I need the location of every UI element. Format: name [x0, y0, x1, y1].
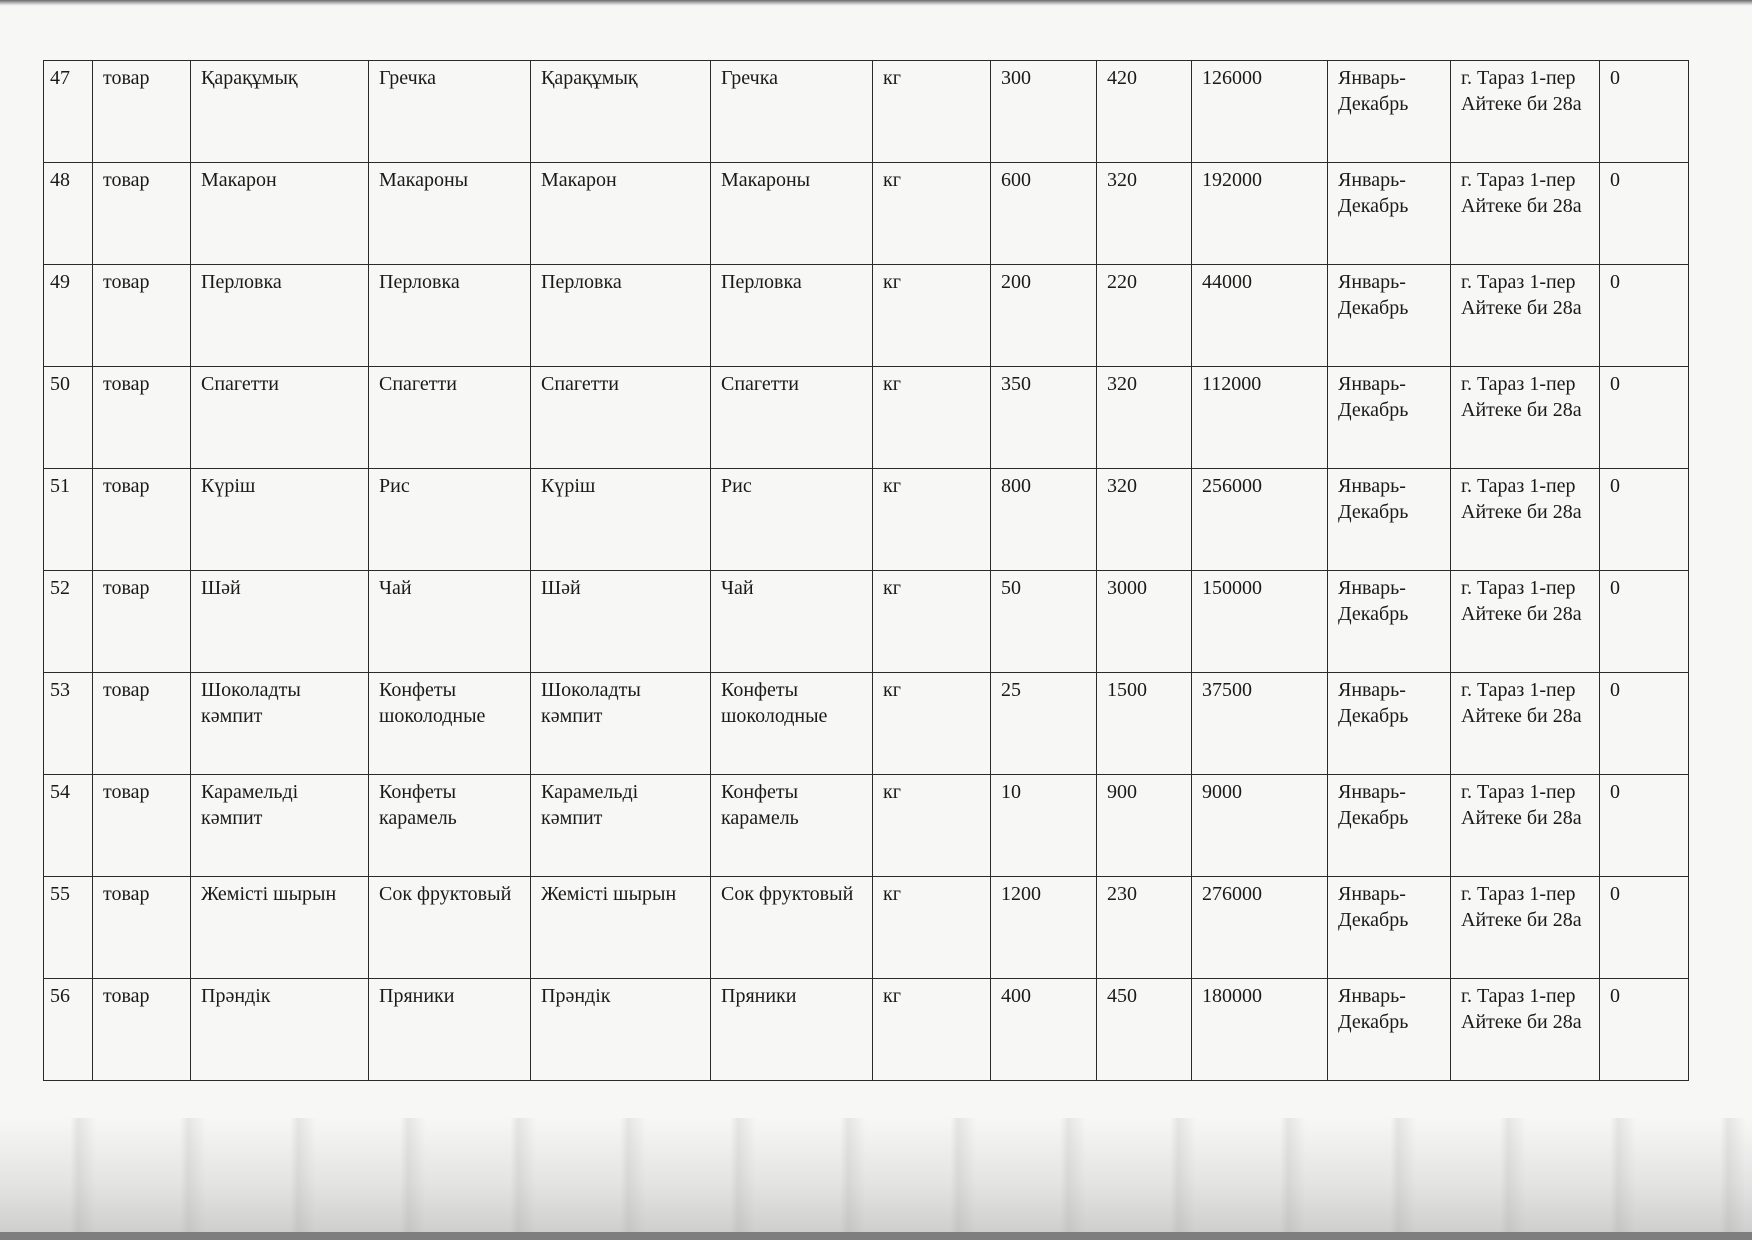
quantity: 200: [991, 265, 1097, 367]
advance-payment: 0: [1600, 775, 1689, 877]
item-description-kz: Жемісті шырын: [531, 877, 711, 979]
unit-price: 320: [1097, 469, 1192, 571]
item-name-ru: Чай: [369, 571, 531, 673]
total-sum: 276000: [1192, 877, 1328, 979]
row-number: 53: [44, 673, 93, 775]
table-row: [44, 571, 1689, 673]
delivery-address: г. Тараз 1-пер Айтеке би 28а: [1451, 775, 1600, 877]
item-name-kz: Күріш: [191, 469, 369, 571]
item-description-ru: Конфеты карамель: [711, 775, 873, 877]
unit-price: 1500: [1097, 673, 1192, 775]
item-name-kz: Спагетти: [191, 367, 369, 469]
item-type: товар: [93, 61, 191, 163]
table-row: [44, 673, 1689, 775]
total-sum: 126000: [1192, 61, 1328, 163]
item-description-kz: Макарон: [531, 163, 711, 265]
table-row: [44, 979, 1689, 1081]
table-row: [44, 367, 1689, 469]
unit-price: 900: [1097, 775, 1192, 877]
delivery-period: Январь-Декабрь: [1328, 571, 1451, 673]
row-number: 54: [44, 775, 93, 877]
quantity: 50: [991, 571, 1097, 673]
advance-payment: 0: [1600, 979, 1689, 1081]
item-description-kz: Перловка: [531, 265, 711, 367]
total-sum: 37500: [1192, 673, 1328, 775]
total-sum: 44000: [1192, 265, 1328, 367]
unit: кг: [873, 571, 991, 673]
item-name-kz: Жемісті шырын: [191, 877, 369, 979]
total-sum: 112000: [1192, 367, 1328, 469]
unit: кг: [873, 877, 991, 979]
delivery-address: г. Тараз 1-пер Айтеке би 28а: [1451, 877, 1600, 979]
item-description-ru: Чай: [711, 571, 873, 673]
item-type: товар: [93, 673, 191, 775]
quantity: 800: [991, 469, 1097, 571]
delivery-period: Январь-Декабрь: [1328, 265, 1451, 367]
item-type: товар: [93, 367, 191, 469]
item-type: товар: [93, 163, 191, 265]
unit: кг: [873, 775, 991, 877]
delivery-address: г. Тараз 1-пер Айтеке би 28а: [1451, 673, 1600, 775]
delivery-address: г. Тараз 1-пер Айтеке би 28а: [1451, 265, 1600, 367]
table-row: [44, 469, 1689, 571]
quantity: 10: [991, 775, 1097, 877]
delivery-period: Январь-Декабрь: [1328, 163, 1451, 265]
item-type: товар: [93, 979, 191, 1081]
delivery-period: Январь-Декабрь: [1328, 367, 1451, 469]
unit: кг: [873, 469, 991, 571]
unit: кг: [873, 163, 991, 265]
item-name-kz: Карамельді кәмпит: [191, 775, 369, 877]
unit-price: 320: [1097, 367, 1192, 469]
item-description-ru: Макароны: [711, 163, 873, 265]
item-name-ru: Конфеты карамель: [369, 775, 531, 877]
item-description-ru: Пряники: [711, 979, 873, 1081]
quantity: 600: [991, 163, 1097, 265]
item-description-kz: Күріш: [531, 469, 711, 571]
scan-bottom-edge: [0, 1232, 1752, 1240]
item-name-kz: Макарон: [191, 163, 369, 265]
item-description-kz: Карамельді кәмпит: [531, 775, 711, 877]
unit: кг: [873, 367, 991, 469]
item-description-kz: Шоколадты кәмпит: [531, 673, 711, 775]
item-name-ru: Перловка: [369, 265, 531, 367]
procurement-table: [43, 60, 1689, 1081]
item-description-ru: Конфеты шоколодные: [711, 673, 873, 775]
quantity: 1200: [991, 877, 1097, 979]
item-type: товар: [93, 877, 191, 979]
delivery-period: Январь-Декабрь: [1328, 877, 1451, 979]
advance-payment: 0: [1600, 61, 1689, 163]
unit: кг: [873, 265, 991, 367]
delivery-period: Январь-Декабрь: [1328, 979, 1451, 1081]
item-name-kz: Перловка: [191, 265, 369, 367]
item-name-ru: Спагетти: [369, 367, 531, 469]
item-type: товар: [93, 571, 191, 673]
item-description-kz: Спагетти: [531, 367, 711, 469]
row-number: 47: [44, 61, 93, 163]
unit-price: 230: [1097, 877, 1192, 979]
total-sum: 150000: [1192, 571, 1328, 673]
quantity: 300: [991, 61, 1097, 163]
advance-payment: 0: [1600, 367, 1689, 469]
row-number: 50: [44, 367, 93, 469]
delivery-address: г. Тараз 1-пер Айтеке би 28а: [1451, 367, 1600, 469]
row-number: 55: [44, 877, 93, 979]
unit: кг: [873, 979, 991, 1081]
item-name-kz: Шоколадты кәмпит: [191, 673, 369, 775]
item-description-ru: Гречка: [711, 61, 873, 163]
unit: кг: [873, 61, 991, 163]
delivery-address: г. Тараз 1-пер Айтеке би 28а: [1451, 61, 1600, 163]
unit-price: 450: [1097, 979, 1192, 1081]
scan-bottom-noise: [0, 1118, 1752, 1240]
table-row: [44, 61, 1689, 163]
table-row: [44, 775, 1689, 877]
item-description-ru: Перловка: [711, 265, 873, 367]
table-row: [44, 877, 1689, 979]
table-row: [44, 265, 1689, 367]
item-name-kz: Шәй: [191, 571, 369, 673]
advance-payment: 0: [1600, 571, 1689, 673]
scan-top-edge: [0, 0, 1752, 6]
row-number: 56: [44, 979, 93, 1081]
quantity: 25: [991, 673, 1097, 775]
item-name-kz: Қарақұмық: [191, 61, 369, 163]
row-number: 51: [44, 469, 93, 571]
total-sum: 180000: [1192, 979, 1328, 1081]
advance-payment: 0: [1600, 469, 1689, 571]
delivery-period: Январь-Декабрь: [1328, 775, 1451, 877]
advance-payment: 0: [1600, 673, 1689, 775]
item-description-kz: Шәй: [531, 571, 711, 673]
unit: кг: [873, 673, 991, 775]
total-sum: 9000: [1192, 775, 1328, 877]
quantity: 350: [991, 367, 1097, 469]
item-type: товар: [93, 469, 191, 571]
total-sum: 256000: [1192, 469, 1328, 571]
delivery-address: г. Тараз 1-пер Айтеке би 28а: [1451, 469, 1600, 571]
advance-payment: 0: [1600, 163, 1689, 265]
item-description-ru: Рис: [711, 469, 873, 571]
table-body: [44, 61, 1689, 1081]
delivery-period: Январь-Декабрь: [1328, 61, 1451, 163]
item-description-ru: Сок фруктовый: [711, 877, 873, 979]
item-description-kz: Қарақұмық: [531, 61, 711, 163]
delivery-address: г. Тараз 1-пер Айтеке би 28а: [1451, 571, 1600, 673]
row-number: 49: [44, 265, 93, 367]
row-number: 52: [44, 571, 93, 673]
unit-price: 220: [1097, 265, 1192, 367]
quantity: 400: [991, 979, 1097, 1081]
delivery-address: г. Тараз 1-пер Айтеке би 28а: [1451, 163, 1600, 265]
delivery-period: Январь-Декабрь: [1328, 469, 1451, 571]
unit-price: 420: [1097, 61, 1192, 163]
item-name-ru: Конфеты шоколодные: [369, 673, 531, 775]
item-description-ru: Спагетти: [711, 367, 873, 469]
item-type: товар: [93, 265, 191, 367]
total-sum: 192000: [1192, 163, 1328, 265]
advance-payment: 0: [1600, 877, 1689, 979]
unit-price: 320: [1097, 163, 1192, 265]
delivery-address: г. Тараз 1-пер Айтеке би 28а: [1451, 979, 1600, 1081]
advance-payment: 0: [1600, 265, 1689, 367]
table-row: [44, 163, 1689, 265]
item-type: товар: [93, 775, 191, 877]
delivery-period: Январь-Декабрь: [1328, 673, 1451, 775]
item-description-kz: Прәндік: [531, 979, 711, 1081]
item-name-ru: Сок фруктовый: [369, 877, 531, 979]
row-number: 48: [44, 163, 93, 265]
item-name-ru: Макароны: [369, 163, 531, 265]
unit-price: 3000: [1097, 571, 1192, 673]
item-name-ru: Гречка: [369, 61, 531, 163]
item-name-ru: Пряники: [369, 979, 531, 1081]
item-name-ru: Рис: [369, 469, 531, 571]
item-name-kz: Прәндік: [191, 979, 369, 1081]
